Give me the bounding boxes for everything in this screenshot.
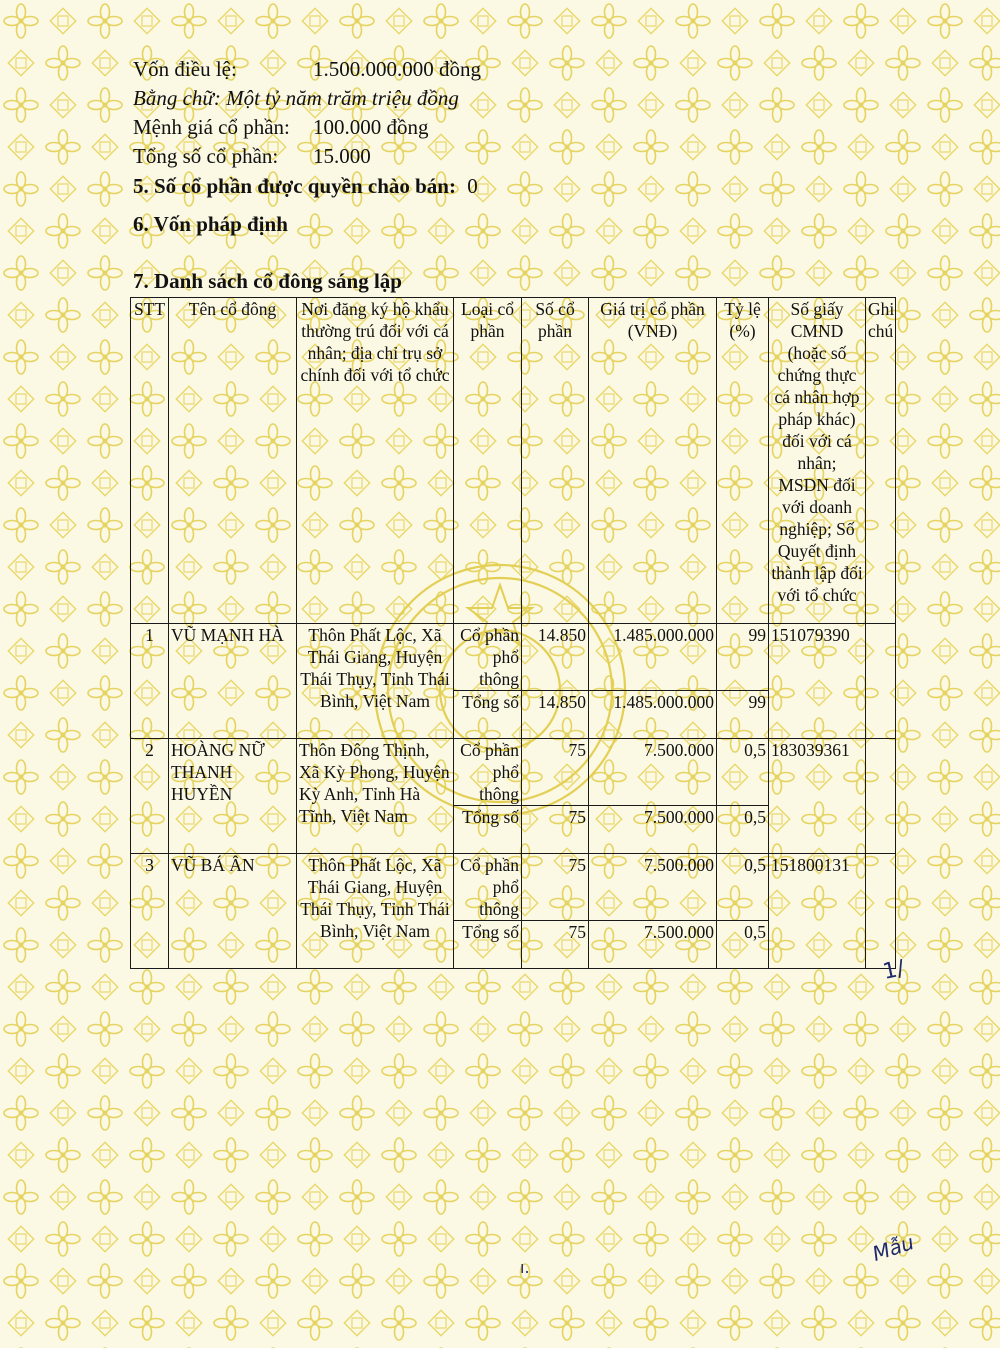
row-address: Thôn Đông Thịnh, Xã Kỳ Phong, Huyện Kỳ Anh, Tỉnh Hà Tĩnh, Việt Nam — [297, 739, 454, 854]
total-shares-value: 15.000 — [313, 144, 371, 168]
row-address: Thôn Phất Lộc, Xã Thái Giang, Huyện Thái Thụy, Tỉnh Thái Bình, Việt Nam — [297, 624, 454, 739]
table-row — [131, 624, 896, 691]
row-note — [866, 624, 896, 739]
row-name: VŨ MẠNH HÀ — [169, 624, 297, 739]
row-total-ratio: 99 — [717, 691, 769, 739]
header-stt: STT — [131, 298, 169, 624]
header-ratio: Tỷ lệ (%) — [717, 298, 769, 624]
header-note: Ghi chú — [866, 298, 896, 624]
row-ratio: 0,5 — [717, 739, 769, 806]
row-value: 7.500.000 — [589, 854, 717, 921]
capital-in-words-label: Bằng chữ: — [133, 86, 221, 110]
table-header-row — [131, 298, 896, 624]
row-ratio: 0,5 — [717, 854, 769, 921]
row-name: VŨ BÁ ÂN — [169, 854, 297, 969]
table-row — [131, 739, 896, 806]
row-total-value: 7.500.000 — [589, 921, 717, 969]
table-row — [131, 854, 896, 921]
total-shares-label: Tổng số cổ phần: — [133, 144, 279, 168]
charter-capital-label: Vốn điều lệ: — [133, 57, 237, 81]
section-5-value: 0 — [467, 174, 478, 198]
row-total-value: 1.485.000.000 — [589, 691, 717, 739]
row-address: Thôn Phất Lộc, Xã Thái Giang, Huyện Thái Thụy, Tỉnh Thái Bình, Việt Nam — [297, 854, 454, 969]
handwritten-initials: Mẫu — [869, 1230, 917, 1266]
row-note — [866, 739, 896, 854]
row-name: HOÀNG NỮ THANH HUYỀN — [169, 739, 297, 854]
section-7-heading: 7. Danh sách cổ đông sáng lập — [133, 269, 402, 293]
par-value: 100.000 đồng — [313, 115, 429, 139]
row-total-label: Tổng số — [454, 691, 522, 739]
row-total-shares: 14.850 — [522, 691, 589, 739]
capital-in-words-line — [133, 85, 459, 111]
row-share-type: Cổ phần phổ thông — [454, 624, 522, 691]
row-total-shares: 75 — [522, 806, 589, 854]
total-shares-line — [133, 143, 371, 169]
row-share-type: Cổ phần phổ thông — [454, 854, 522, 921]
header-name: Tên cổ đông — [169, 298, 297, 624]
row-stt: 1 — [131, 624, 169, 739]
capital-in-words-value: Một tỷ năm trăm triệu đồng — [226, 86, 459, 110]
row-ratio: 99 — [717, 624, 769, 691]
header-share-type: Loại cổ phần — [454, 298, 522, 624]
handwritten-dot: ı. — [520, 1258, 530, 1277]
section-5-title: 5. Số cổ phần được quyền chào bán: — [133, 174, 456, 198]
row-value: 7.500.000 — [589, 739, 717, 806]
header-num-shares: Số cổ phần — [522, 298, 589, 624]
row-num-shares: 14.850 — [522, 624, 589, 691]
row-total-value: 7.500.000 — [589, 806, 717, 854]
row-num-shares: 75 — [522, 739, 589, 806]
row-total-ratio: 0,5 — [717, 921, 769, 969]
row-share-type: Cổ phần phổ thông — [454, 739, 522, 806]
charter-capital-line — [133, 56, 481, 82]
row-id-no: 151800131 — [769, 854, 866, 969]
section-5-heading — [133, 173, 478, 199]
row-note — [866, 854, 896, 969]
row-total-label: Tổng số — [454, 921, 522, 969]
header-id-no: Số giấy CMND (hoặc số chứng thực cá nhân hợp pháp khác) đối với cá nhân; MSDN đối với doanh nghiệp; Số Quyết định thành lập đối với tổ chức — [769, 298, 866, 624]
header-address: Nơi đăng ký hộ khẩu thường trú đối với cá nhân; địa chỉ trụ sở chính đối với tổ chức — [297, 298, 454, 624]
par-value-line — [133, 114, 429, 140]
row-total-ratio: 0,5 — [717, 806, 769, 854]
row-stt: 2 — [131, 739, 169, 854]
header-value: Giá trị cổ phần (VNĐ) — [589, 298, 717, 624]
row-id-no: 183039361 — [769, 739, 866, 854]
row-stt: 3 — [131, 854, 169, 969]
row-value: 1.485.000.000 — [589, 624, 717, 691]
row-num-shares: 75 — [522, 854, 589, 921]
row-id-no: 151079390 — [769, 624, 866, 739]
charter-capital-value: 1.500.000.000 đồng — [313, 57, 481, 81]
par-value-label: Mệnh giá cổ phần: — [133, 115, 290, 139]
founding-shareholders-table — [130, 297, 896, 969]
row-total-shares: 75 — [522, 921, 589, 969]
handwritten-page-mark: 1/ — [880, 956, 907, 985]
row-total-label: Tổng số — [454, 806, 522, 854]
section-6-heading: 6. Vốn pháp định — [133, 212, 288, 236]
